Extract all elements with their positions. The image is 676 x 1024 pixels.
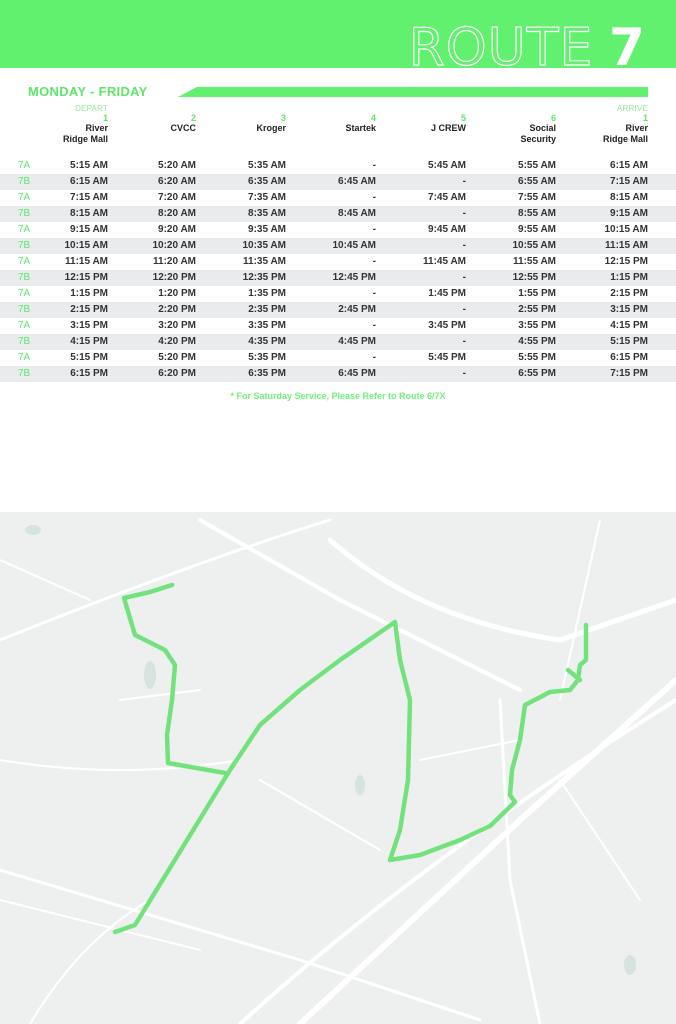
time-cell: 4:55 PM (518, 336, 556, 347)
schedule-row (0, 158, 676, 174)
time-cell: 2:35 PM (248, 304, 286, 315)
time-cell: 5:55 PM (518, 352, 556, 363)
time-cell: 1:35 PM (248, 288, 286, 299)
time-cell: 11:15 AM (65, 256, 108, 267)
route-variant: 7A (18, 224, 31, 235)
time-cell: 10:20 AM (152, 240, 196, 251)
time-cell: 9:55 AM (518, 224, 556, 235)
arrive-tag: ARRIVE (617, 104, 648, 113)
time-cell: 2:15 PM (610, 288, 648, 299)
stop-number: 1 (642, 113, 648, 123)
time-cell: 5:35 PM (248, 352, 286, 363)
time-cell: 8:15 AM (70, 208, 108, 219)
route-variant: 7A (18, 320, 31, 331)
time-cell: - (462, 336, 466, 347)
time-cell: 7:15 AM (70, 192, 108, 203)
schedule-row (0, 238, 676, 254)
time-cell: 7:20 AM (158, 192, 196, 203)
time-cell: - (372, 224, 376, 235)
time-cell: 8:45 AM (338, 208, 376, 219)
schedule-row (0, 254, 676, 270)
time-cell: - (462, 272, 466, 283)
time-cell: - (462, 304, 466, 315)
time-cell: 7:15 PM (610, 368, 648, 379)
time-cell: - (372, 256, 376, 267)
schedule-row (0, 206, 676, 222)
stop-name: Kroger (256, 123, 286, 133)
schedule-row (0, 366, 676, 382)
stop-number: 1 (102, 113, 108, 123)
stop-name: River (625, 123, 648, 133)
schedule-row (0, 350, 676, 366)
time-cell: - (372, 160, 376, 171)
time-cell: 1:45 PM (428, 288, 466, 299)
route-header (0, 0, 676, 78)
time-cell: 11:45 AM (423, 256, 466, 267)
time-cell: 5:45 PM (428, 352, 466, 363)
time-cell: - (372, 192, 376, 203)
time-cell: 12:15 PM (604, 256, 648, 267)
stop-name: River (85, 123, 108, 133)
route-variant: 7B (18, 304, 31, 315)
stop-name: Social (529, 123, 556, 133)
time-cell: 4:20 PM (158, 336, 196, 347)
service-days-label: MONDAY - FRIDAY (28, 84, 148, 99)
time-cell: 3:20 PM (158, 320, 196, 331)
column-header-stop-6 (490, 104, 556, 145)
service-days-bar (178, 87, 648, 97)
time-cell: 11:35 AM (243, 256, 286, 267)
route-title-light: ROUTE (408, 18, 594, 78)
schedule-row (0, 318, 676, 334)
time-cell: 6:20 AM (158, 176, 196, 187)
time-cell: 3:35 PM (248, 320, 286, 331)
time-cell: 10:15 AM (64, 240, 108, 251)
time-cell: 4:15 PM (610, 320, 648, 331)
schedule-row (0, 190, 676, 206)
time-cell: 4:15 PM (70, 336, 108, 347)
time-cell: 1:15 PM (610, 272, 648, 283)
time-cell: 9:35 AM (248, 224, 286, 235)
time-cell: 12:20 PM (152, 272, 196, 283)
time-cell: 9:45 AM (428, 224, 466, 235)
time-cell: 10:15 AM (604, 224, 648, 235)
map-graphic (0, 512, 676, 1024)
route-variant: 7A (18, 352, 31, 363)
route-variant: 7B (18, 208, 31, 219)
time-cell: 2:55 PM (518, 304, 556, 315)
stop-number: 6 (550, 113, 556, 123)
time-cell: 6:55 PM (518, 368, 556, 379)
time-cell: 9:15 AM (610, 208, 648, 219)
time-cell: 4:35 PM (248, 336, 286, 347)
time-cell: 3:55 PM (518, 320, 556, 331)
column-header-stop-5 (400, 104, 466, 134)
time-cell: 7:15 AM (610, 176, 648, 187)
time-cell: 7:35 AM (248, 192, 286, 203)
time-cell: 10:55 AM (512, 240, 556, 251)
time-cell: 5:15 AM (70, 160, 108, 171)
route-variant: 7A (18, 192, 31, 203)
time-cell: 6:15 PM (70, 368, 108, 379)
time-cell: 3:15 PM (70, 320, 108, 331)
route-variant: 7B (18, 240, 31, 251)
time-cell: 6:45 PM (338, 368, 376, 379)
saturday-service-note: * For Saturday Service, Please Refer to Route 6/7X (230, 391, 446, 401)
time-cell: 8:15 AM (610, 192, 648, 203)
stop-name: Ridge Mall (602, 134, 648, 144)
route-number: 7 (608, 18, 646, 78)
time-cell: 1:55 PM (518, 288, 556, 299)
time-cell: 3:15 PM (610, 304, 648, 315)
time-cell: 8:55 AM (518, 208, 556, 219)
stop-number: 2 (190, 113, 196, 123)
time-cell: 11:15 AM (605, 240, 648, 251)
schedule-row (0, 174, 676, 190)
schedule-row (0, 222, 676, 238)
time-cell: 10:35 AM (242, 240, 286, 251)
route-variant: 7B (18, 368, 31, 379)
time-cell: - (462, 208, 466, 219)
schedule-row (0, 302, 676, 318)
time-cell: 11:20 AM (153, 256, 196, 267)
column-header-stop-1-arrive (578, 104, 648, 145)
schedule-table (0, 158, 676, 382)
schedule-row (0, 270, 676, 286)
service-days-row (28, 84, 648, 100)
time-cell: 9:15 AM (70, 224, 108, 235)
time-cell: 6:15 AM (70, 176, 108, 187)
route-variant: 7A (18, 256, 31, 267)
time-cell: 5:45 AM (428, 160, 466, 171)
column-header-stop-1-depart (40, 104, 108, 145)
time-cell: - (372, 288, 376, 299)
time-cell: 5:55 AM (518, 160, 556, 171)
schedule-row (0, 286, 676, 302)
time-cell: 6:20 PM (158, 368, 196, 379)
time-cell: 6:45 AM (338, 176, 376, 187)
time-cell: 4:45 PM (338, 336, 376, 347)
route-title (409, 18, 646, 78)
route-variant: 7B (18, 272, 31, 283)
depart-tag: DEPART (75, 104, 108, 113)
stop-number: 3 (280, 113, 286, 123)
time-cell: 6:55 AM (518, 176, 556, 187)
column-header-stop-4 (310, 104, 376, 134)
time-cell: - (462, 176, 466, 187)
time-cell: 5:20 AM (158, 160, 196, 171)
time-cell: 6:15 AM (610, 160, 648, 171)
time-cell: 12:35 PM (242, 272, 286, 283)
time-cell: 6:35 PM (248, 368, 286, 379)
time-cell: - (372, 320, 376, 331)
time-cell: 1:20 PM (158, 288, 196, 299)
stop-name: Ridge Mall (62, 134, 108, 144)
route-variant: 7B (18, 176, 31, 187)
time-cell: 9:20 AM (158, 224, 196, 235)
time-cell: 1:15 PM (70, 288, 108, 299)
stop-name: Startek (345, 123, 376, 133)
route-variant: 7B (18, 336, 31, 347)
time-cell: 5:15 PM (610, 336, 648, 347)
time-cell: - (462, 368, 466, 379)
time-cell: 2:15 PM (70, 304, 108, 315)
column-header-stop-2 (130, 104, 196, 134)
time-cell: - (462, 240, 466, 251)
time-cell: 12:45 PM (332, 272, 376, 283)
stop-name: Security (520, 134, 556, 144)
time-cell: 5:15 PM (70, 352, 108, 363)
time-cell: 7:55 AM (518, 192, 556, 203)
stop-number: 5 (460, 113, 466, 123)
time-cell: 5:35 AM (248, 160, 286, 171)
time-cell: 2:20 PM (158, 304, 196, 315)
schedule-column-headers (0, 104, 676, 154)
time-cell: - (372, 352, 376, 363)
time-cell: 7:45 AM (428, 192, 466, 203)
time-cell: 6:15 PM (610, 352, 648, 363)
stop-name: CVCC (170, 123, 196, 133)
stop-number: 4 (370, 113, 376, 123)
schedule-row (0, 334, 676, 350)
time-cell: 2:45 PM (338, 304, 376, 315)
route-map[interactable] (0, 512, 676, 1024)
time-cell: 8:20 AM (158, 208, 196, 219)
route-variant: 7A (18, 160, 31, 171)
time-cell: 5:20 PM (158, 352, 196, 363)
time-cell: 8:35 AM (248, 208, 286, 219)
time-cell: 11:55 AM (513, 256, 556, 267)
stop-name: J CREW (430, 123, 466, 133)
time-cell: 3:45 PM (428, 320, 466, 331)
time-cell: 10:45 AM (332, 240, 376, 251)
time-cell: 12:55 PM (512, 272, 556, 283)
time-cell: 12:15 PM (64, 272, 108, 283)
time-cell: 6:35 AM (248, 176, 286, 187)
column-header-stop-3 (220, 104, 286, 134)
route-variant: 7A (18, 288, 31, 299)
